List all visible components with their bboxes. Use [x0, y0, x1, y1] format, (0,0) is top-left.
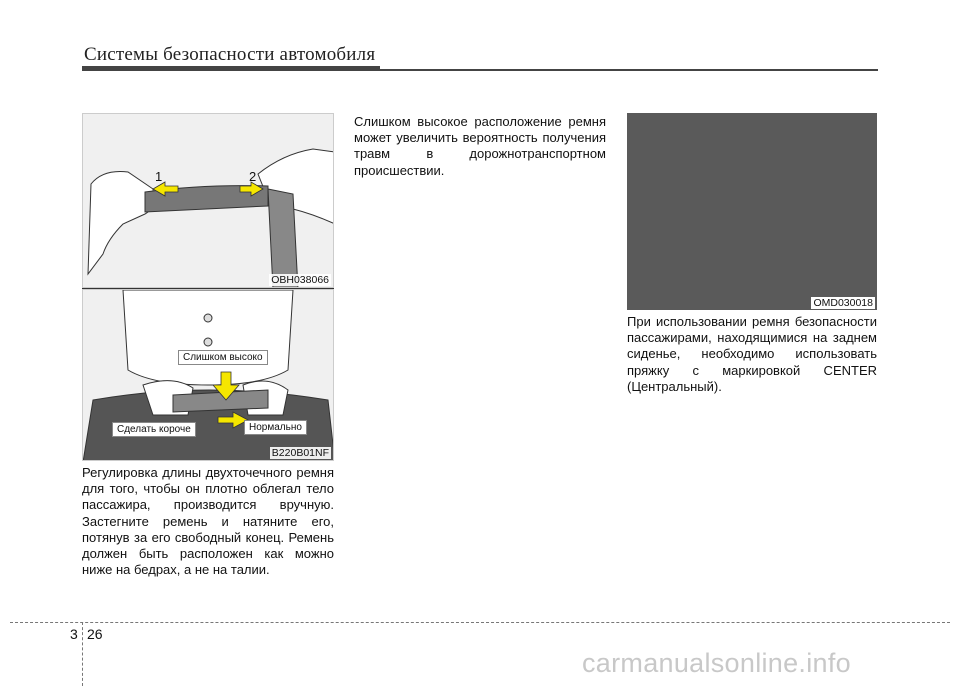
- page-header-title: Системы безопасности автомобиля: [84, 44, 376, 65]
- figure-code: OMD030018: [813, 297, 873, 309]
- figure-lap-belt: [82, 289, 334, 461]
- paragraph-warning-high: Слишком высокое расположение ремня может увеличить вероятность получения травм в дорожнотранспортном происшествии.: [354, 114, 606, 178]
- marker-2: 2: [249, 169, 257, 184]
- paragraph-belt-adjust: Регулировка длины двухточечного ремня для того, чтобы он плотно облегал тело пассажира, производится вручную. Застегните ремень и натяните его, потянув за его свободный конец. Ремень должен быть расположен как можно ниже на бедрах, а не на талии.: [82, 465, 334, 578]
- header-rule-thick: [82, 66, 380, 71]
- figure-code: B220B01NF: [271, 447, 329, 459]
- figure-belt-adjust: [82, 113, 334, 288]
- label-too-high: Слишком высоко: [178, 350, 268, 365]
- marker-1: 1: [155, 169, 163, 184]
- header-rule-thin: [380, 69, 878, 71]
- footer-rule: [10, 622, 950, 623]
- figure-code: OBH038066: [271, 274, 329, 286]
- watermark: carmanualsonline.info: [582, 648, 851, 678]
- belt-adjust-illustration: [83, 114, 334, 288]
- paragraph-center-buckle: При использовании ремня безопасности пассажирами, находящимися на заднем сиденье, необходимо использовать пряжку с маркировкой CENTER (Центральный).: [627, 314, 877, 394]
- footer-vertical-rule: [82, 622, 83, 686]
- figure-center-buckle-photo: [627, 113, 877, 310]
- label-normal: Нормально: [244, 420, 307, 435]
- label-shorten: Сделать короче: [112, 422, 196, 437]
- footer-chapter-number: 3: [70, 626, 78, 642]
- footer-page-number: 26: [87, 626, 103, 642]
